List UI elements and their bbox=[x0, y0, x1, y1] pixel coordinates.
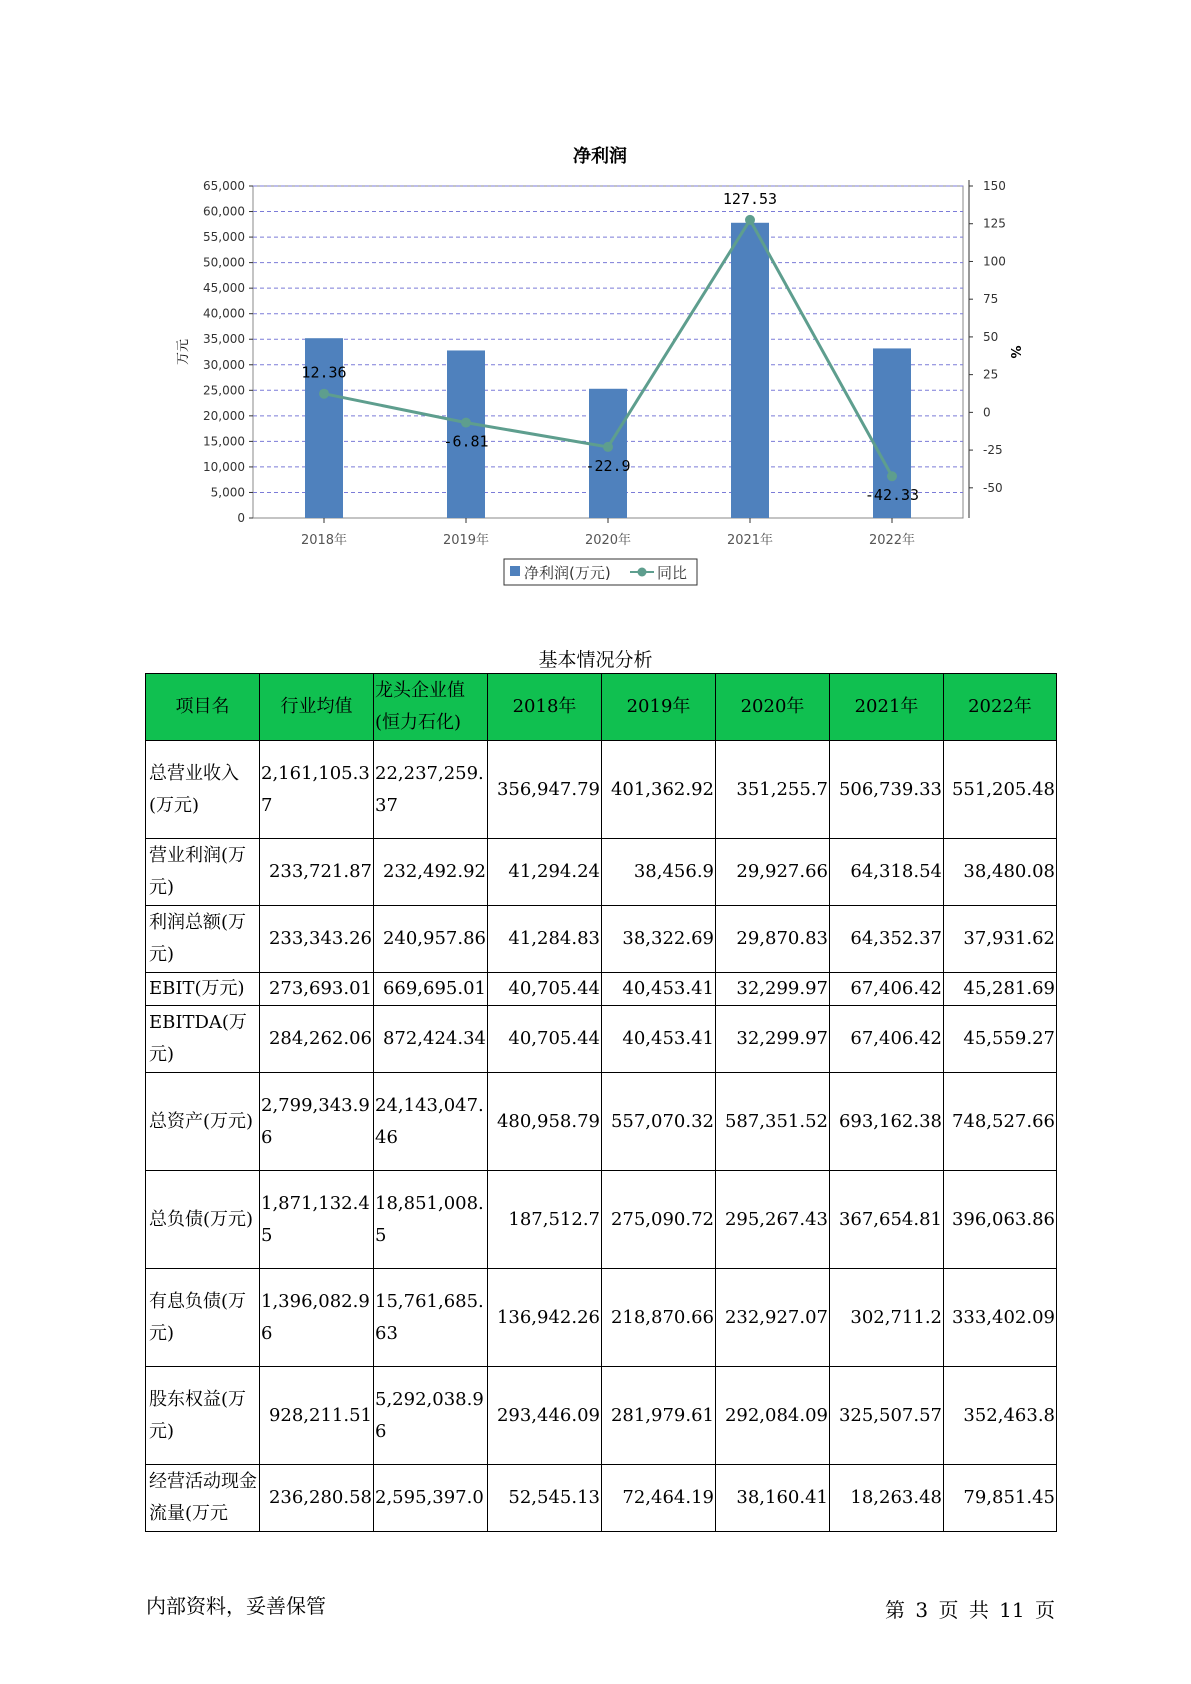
growth-point bbox=[887, 471, 897, 481]
table-cell: 32,299.97 bbox=[716, 1006, 830, 1073]
table-cell: 275,090.72 bbox=[602, 1171, 716, 1269]
table-row bbox=[146, 1367, 1057, 1465]
table-row bbox=[146, 741, 1057, 839]
growth-data-label: 127.53 bbox=[722, 189, 778, 208]
footer-page-number: 第 3 页 共 11 页 bbox=[885, 1598, 1055, 1622]
right-axis-tick-label: 25 bbox=[983, 367, 999, 382]
table-cell: 32,299.97 bbox=[716, 973, 830, 1006]
growth-point bbox=[319, 389, 329, 399]
growth-point bbox=[603, 442, 613, 452]
table-cell: 281,979.61 bbox=[602, 1367, 716, 1465]
table-cell: 325,507.57 bbox=[830, 1367, 944, 1465]
footer-confidential-note: 内部资料，妥善保管 bbox=[146, 1594, 326, 1618]
table-cell: 587,351.52 bbox=[716, 1073, 830, 1171]
right-axis-tick-label: -25 bbox=[983, 443, 1003, 458]
x-axis-tick-label: 2019年 bbox=[442, 533, 490, 548]
row-label: 经营活动现金流量(万元 bbox=[146, 1465, 260, 1532]
row-label: 总负债(万元) bbox=[146, 1171, 260, 1269]
left-axis-tick-label: 25,000 bbox=[203, 383, 245, 398]
table-cell: 37,931.62 bbox=[944, 906, 1057, 973]
x-axis-tick-label: 2018年 bbox=[300, 533, 348, 548]
table-cell: 22,237,259.37 bbox=[374, 741, 488, 839]
table-cell: 15,761,685.63 bbox=[374, 1269, 488, 1367]
table-cell: 18,851,008.5 bbox=[374, 1171, 488, 1269]
bar bbox=[589, 389, 627, 518]
left-axis-tick-label: 60,000 bbox=[203, 204, 245, 219]
growth-point bbox=[745, 215, 755, 225]
legend-line-label: 同比 bbox=[657, 564, 688, 582]
table-cell: 273,693.01 bbox=[260, 973, 374, 1006]
table-row bbox=[146, 1073, 1057, 1171]
column-header: 2022年 bbox=[944, 674, 1057, 741]
table-cell: 233,721.87 bbox=[260, 839, 374, 906]
x-axis bbox=[301, 518, 915, 548]
table-cell: 506,739.33 bbox=[830, 741, 944, 839]
growth-point bbox=[461, 418, 471, 428]
table-cell: 872,424.34 bbox=[374, 1006, 488, 1073]
right-axis-tick-label: 100 bbox=[983, 254, 1006, 269]
left-axis-tick-label: 10,000 bbox=[203, 459, 245, 474]
table-row bbox=[146, 1171, 1057, 1269]
table-cell: 669,695.01 bbox=[374, 973, 488, 1006]
table-cell: 38,480.08 bbox=[944, 839, 1057, 906]
table-cell: 351,255.7 bbox=[716, 741, 830, 839]
table-cell: 1,871,132.45 bbox=[260, 1171, 374, 1269]
row-label: 营业利润(万元) bbox=[146, 839, 260, 906]
left-axis-tick-label: 20,000 bbox=[203, 408, 245, 423]
right-axis-tick-label: 0 bbox=[983, 405, 991, 420]
right-axis-tick-label: -50 bbox=[983, 480, 1003, 495]
table-cell: 236,280.58 bbox=[260, 1465, 374, 1532]
table-row bbox=[146, 1006, 1057, 1073]
legend-bar-label: 净利润(万元) bbox=[524, 564, 611, 582]
table-cell: 302,711.2 bbox=[830, 1269, 944, 1367]
left-axis-tick-label: 35,000 bbox=[203, 332, 245, 347]
left-axis-tick-label: 0 bbox=[237, 511, 245, 525]
table-row bbox=[146, 1465, 1057, 1532]
table-cell: 295,267.43 bbox=[716, 1171, 830, 1269]
x-axis-tick-label: 2022年 bbox=[868, 533, 916, 548]
column-header: 2021年 bbox=[830, 674, 944, 741]
table-cell: 2,595,397.0 bbox=[374, 1465, 488, 1532]
table-cell: 79,851.45 bbox=[944, 1465, 1057, 1532]
legend-bar-swatch bbox=[510, 566, 520, 576]
table-cell: 29,927.66 bbox=[716, 839, 830, 906]
row-label: 股东权益(万元) bbox=[146, 1367, 260, 1465]
basic-analysis-table bbox=[145, 673, 1057, 1532]
table-cell: 1,396,082.96 bbox=[260, 1269, 374, 1367]
table-cell: 928,211.51 bbox=[260, 1367, 374, 1465]
table-cell: 40,453.41 bbox=[602, 973, 716, 1006]
left-axis-tick-label: 30,000 bbox=[203, 357, 245, 372]
table-cell: 40,705.44 bbox=[488, 973, 602, 1006]
table-row bbox=[146, 1269, 1057, 1367]
table-cell: 64,352.37 bbox=[830, 906, 944, 973]
table-cell: 52,545.13 bbox=[488, 1465, 602, 1532]
row-label: EBITDA(万元) bbox=[146, 1006, 260, 1073]
left-axis-tick-label: 55,000 bbox=[203, 230, 245, 245]
table-cell: 64,318.54 bbox=[830, 839, 944, 906]
right-axis-tick-label: 150 bbox=[983, 179, 1006, 193]
table-cell: 41,294.24 bbox=[488, 839, 602, 906]
left-axis-tick-label: 5,000 bbox=[210, 485, 245, 500]
column-header: 2020年 bbox=[716, 674, 830, 741]
table-cell: 136,942.26 bbox=[488, 1269, 602, 1367]
table-header-row bbox=[146, 674, 1057, 741]
column-header: 龙头企业值(恒力石化) bbox=[374, 674, 488, 741]
table-cell: 38,456.9 bbox=[602, 839, 716, 906]
table-cell: 2,161,105.37 bbox=[260, 741, 374, 839]
right-axis bbox=[969, 179, 1006, 518]
table-cell: 38,322.69 bbox=[602, 906, 716, 973]
table-cell: 232,927.07 bbox=[716, 1269, 830, 1367]
right-axis-tick-label: 75 bbox=[983, 292, 999, 307]
table-cell: 233,343.26 bbox=[260, 906, 374, 973]
table-row bbox=[146, 906, 1057, 973]
right-axis-tick-label: 125 bbox=[983, 216, 1006, 231]
left-axis-tick-label: 40,000 bbox=[203, 306, 245, 321]
table-cell: 396,063.86 bbox=[944, 1171, 1057, 1269]
table-row bbox=[146, 973, 1057, 1006]
bar bbox=[731, 223, 769, 518]
column-header: 2018年 bbox=[488, 674, 602, 741]
table-cell: 2,799,343.96 bbox=[260, 1073, 374, 1171]
table-cell: 67,406.42 bbox=[830, 973, 944, 1006]
table-caption: 基本情况分析 bbox=[538, 649, 653, 671]
x-axis-tick-label: 2020年 bbox=[584, 533, 632, 548]
table-cell: 40,453.41 bbox=[602, 1006, 716, 1073]
table-cell: 187,512.7 bbox=[488, 1171, 602, 1269]
table-cell: 232,492.92 bbox=[374, 839, 488, 906]
right-axis-tick-label: 50 bbox=[983, 329, 999, 344]
row-label: 利润总额(万元) bbox=[146, 906, 260, 973]
growth-data-label: 12.36 bbox=[301, 363, 347, 382]
column-header: 行业均值 bbox=[260, 674, 374, 741]
growth-data-label: -22.9 bbox=[585, 456, 631, 475]
table-cell: 292,084.09 bbox=[716, 1367, 830, 1465]
table-row bbox=[146, 839, 1057, 906]
net-profit-chart bbox=[0, 0, 1191, 600]
table-cell: 240,957.86 bbox=[374, 906, 488, 973]
table-cell: 67,406.42 bbox=[830, 1006, 944, 1073]
legend bbox=[504, 559, 697, 585]
row-label: 有息负债(万元) bbox=[146, 1269, 260, 1367]
column-header: 项目名 bbox=[146, 674, 260, 741]
table-cell: 401,362.92 bbox=[602, 741, 716, 839]
table-cell: 45,281.69 bbox=[944, 973, 1057, 1006]
chart-title: 净利润 bbox=[573, 146, 627, 167]
table-cell: 38,160.41 bbox=[716, 1465, 830, 1532]
table-cell: 551,205.48 bbox=[944, 741, 1057, 839]
table-cell: 18,263.48 bbox=[830, 1465, 944, 1532]
table-cell: 5,292,038.96 bbox=[374, 1367, 488, 1465]
row-label: 总营业收入(万元) bbox=[146, 741, 260, 839]
row-label: EBIT(万元) bbox=[146, 973, 260, 1006]
table-cell: 557,070.32 bbox=[602, 1073, 716, 1171]
table-cell: 367,654.81 bbox=[830, 1171, 944, 1269]
table-cell: 284,262.06 bbox=[260, 1006, 374, 1073]
column-header: 2019年 bbox=[602, 674, 716, 741]
table-cell: 352,463.8 bbox=[944, 1367, 1057, 1465]
table-cell: 748,527.66 bbox=[944, 1073, 1057, 1171]
table-cell: 333,402.09 bbox=[944, 1269, 1057, 1367]
table-cell: 293,446.09 bbox=[488, 1367, 602, 1465]
growth-data-label: -42.33 bbox=[864, 486, 920, 505]
legend-line-marker bbox=[638, 568, 647, 577]
table-cell: 693,162.38 bbox=[830, 1073, 944, 1171]
growth-data-label: -6.81 bbox=[443, 432, 489, 451]
table-cell: 218,870.66 bbox=[602, 1269, 716, 1367]
left-axis-tick-label: 65,000 bbox=[203, 179, 245, 193]
right-axis-label: % bbox=[1007, 345, 1022, 359]
x-axis-tick-label: 2021年 bbox=[726, 533, 774, 548]
table-cell: 40,705.44 bbox=[488, 1006, 602, 1073]
table-cell: 72,464.19 bbox=[602, 1465, 716, 1532]
table-cell: 480,958.79 bbox=[488, 1073, 602, 1171]
row-label: 总资产(万元) bbox=[146, 1073, 260, 1171]
left-axis-label: 万元 bbox=[176, 338, 191, 366]
left-axis-tick-label: 15,000 bbox=[203, 434, 245, 449]
left-axis-tick-label: 50,000 bbox=[203, 255, 245, 270]
left-axis bbox=[203, 179, 253, 525]
table-cell: 24,143,047.46 bbox=[374, 1073, 488, 1171]
table-cell: 356,947.79 bbox=[488, 741, 602, 839]
table-cell: 29,870.83 bbox=[716, 906, 830, 973]
left-axis-tick-label: 45,000 bbox=[203, 281, 245, 296]
table-cell: 45,559.27 bbox=[944, 1006, 1057, 1073]
table-cell: 41,284.83 bbox=[488, 906, 602, 973]
